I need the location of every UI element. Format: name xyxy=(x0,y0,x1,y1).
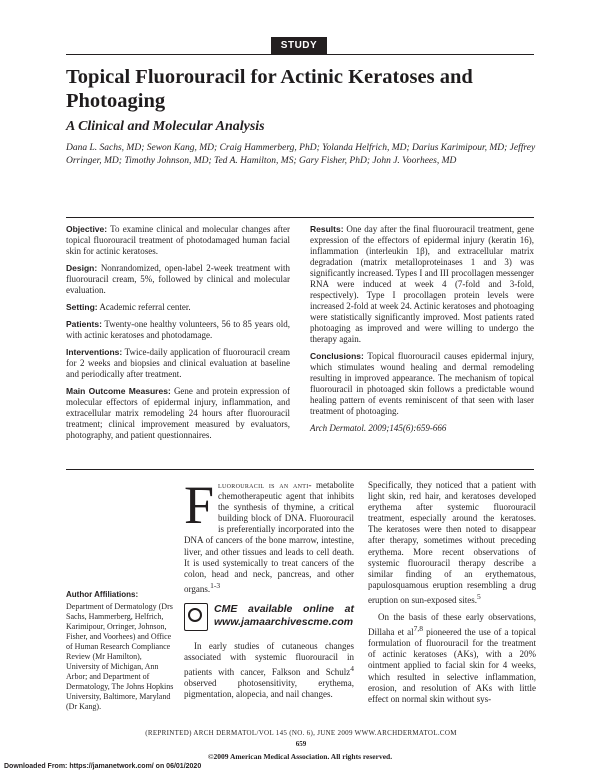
conclusions-label: Conclusions: xyxy=(310,351,364,361)
setting-label: Setting: xyxy=(66,302,98,312)
cme-logo-icon xyxy=(184,603,208,631)
body-rule xyxy=(66,469,534,470)
journal-footer: (REPRINTED) ARCH DERMATOL/VOL 145 (NO. 6), JUNE 2009 WWW.ARCHDERMATOL.COM xyxy=(145,729,457,737)
article-subtitle: A Clinical and Molecular Analysis xyxy=(66,119,265,134)
p3-text: Specifically, they noticed that a patient with light skin, red hair, and keratoses developed erythema after systemic fluorouracil treatment, especially around the keratoses. The keratoses were then noted to disappear after therapy, sometimes without preceding erythema. More recent observations of systemic fluorouracil therapy describe a similar finding of an erythematous, papulosquamous eruption resembling a drug eruption on sun-exposed sites. xyxy=(368,480,536,605)
results-text: One day after the final fluorouracil treatment, gene expression of the effectors of epidermal injury (keratin 16), inflammation (interleukin 1β), and extracellular matrix degradation (matrix metalloproteinases 1 and 3) was significantly increased. Types I and III procollagen messenger RNA were induced at week 4 (7-fold and 3-fold, respectively). Type I procollagen protein levels were increased 2-fold at week 24. Actinic keratoses and photoaging were statistically significantly improved. Most patients rated photoaging as improved and were willing to undergo the therapy again. xyxy=(310,224,535,344)
conclusions-text: Topical fluorouracil causes epidermal injury, which stimulates wound healing and dermal remodeling resulting in improved appearance. The mechanism of topical fluorouracil in photoaged skin follows a predictable wound healing pattern of events reminiscent of that seen with laser treatment of photoaging. xyxy=(310,351,534,416)
design-text: Nonrandomized, open-label 2-week treatment with fluorouracil cream, 5%, followed by clinical and molecular evaluation. xyxy=(66,263,291,295)
patients-label: Patients: xyxy=(66,319,102,329)
patients-text: Twenty-one healthy volunteers, 56 to 85 years old, with actinic keratoses and photodamage. xyxy=(66,319,290,340)
p2-rest: observed photosensitivity, erythema, pigmentation, alopecia, and nail changes. xyxy=(184,678,354,700)
section-tag: STUDY xyxy=(271,37,327,55)
abstract-conclusions xyxy=(310,351,534,417)
drop-cap: F xyxy=(184,475,215,535)
body-middle-column xyxy=(184,475,354,700)
affiliations-text: Department of Dermatology (Drs Sachs, Hammerberg, Helfrich, Karimipour, Orringer, Johnson, Fisher, and Voorhees) and Office of Human Research Compliance Review (Mr Hamilton), University of Michigan, Ann Arbor; and Department of Dermatology, The Johns Hopkins University, Baltimore, Maryland (Dr Kang). xyxy=(66,602,174,711)
body-paragraph-2 xyxy=(184,641,354,700)
abstract-rule xyxy=(66,217,534,218)
article-title: Topical Fluorouracil for Actinic Keratoses and Photoaging xyxy=(66,66,473,112)
affiliations-label: Author Affiliations: xyxy=(66,590,139,599)
abstract-setting xyxy=(66,302,290,313)
cme-callout[interactable] xyxy=(184,603,354,631)
setting-text: Academic referral center. xyxy=(99,302,191,312)
copyright-notice: ©2009 American Medical Association. All rights reserved. xyxy=(207,752,393,761)
interventions-label: Interventions: xyxy=(66,347,123,357)
body-paragraph-3 xyxy=(368,480,536,606)
abstract-interventions xyxy=(66,347,290,380)
download-stamp: Downloaded From: https://jamanetwork.com/ on 06/01/2020 xyxy=(4,763,202,770)
citation: Arch Dermatol. 2009;145(6):659-666 xyxy=(310,423,447,433)
ref-4: 4 xyxy=(350,664,354,674)
p4-rest: pioneered the use of a topical formulation of fluorouracil for the treatment of actinic keratoses (AKs), with a 20% ointment applied to facial skin for 4 weeks, which resulted in selective inflammation, erosion, and resolution of AKs with little effect on normal skin without sys- xyxy=(368,627,536,704)
objective-label: Objective: xyxy=(66,224,108,234)
results-label: Results: xyxy=(310,224,344,234)
outcome-text: Gene and protein expression of molecular effectors of epidermal injury, inflammation, and extracellular matrix remodeling 24 hours after fluorouracil treatment; clinical improvement measured by evaluators, photography, and patient questionnaires. xyxy=(66,386,291,440)
author-affiliations xyxy=(66,590,174,712)
abstract-results xyxy=(310,224,534,345)
abstract-left-column xyxy=(66,224,290,447)
body-right-column xyxy=(368,480,536,705)
abstract-patients xyxy=(66,319,290,341)
body-paragraph-4 xyxy=(368,612,536,705)
objective-text: To examine clinical and molecular changes after topical fluorouracil treatment of photodamaged human facial skin for actinic keratoses. xyxy=(66,224,290,256)
abstract-objective xyxy=(66,224,290,257)
header-rule xyxy=(66,54,534,55)
interventions-text: Twice-daily application of fluorouracil cream for 2 weeks and biopsies and clinical evaluation at baseline and periodically after treatment. xyxy=(66,347,290,379)
page-number: 659 xyxy=(295,740,307,748)
intro-paragraph xyxy=(184,475,354,595)
abstract-right-column xyxy=(310,224,534,440)
p2-text: In early studies of cutaneous changes associated with systemic fluorouracil in patients with cancer, Falkson and Schulz xyxy=(184,640,354,678)
author-list: Dana L. Sachs, MD; Sewon Kang, MD; Craig Hammerberg, PhD; Yolanda Helfrich, MD; Darius Karimipour, MD; Jeffrey Orringer, MD; Timothy Johnson, MD; Ted A. Hamilton, MS; Gary Fisher, PhD; John J. Voorhees, MD xyxy=(66,143,536,166)
outcome-label: Main Outcome Measures: xyxy=(66,386,171,396)
design-label: Design: xyxy=(66,263,98,273)
cme-link[interactable]: CME available online at www.jamaarchivescme.com xyxy=(214,602,354,628)
p4-text: On the basis of these early observations, Dillaha et al xyxy=(368,612,536,638)
ref-1-3: 1-3 xyxy=(210,580,221,590)
ref-5: 5 xyxy=(476,591,481,601)
intro-text: metabolite chemotherapeutic agent that inhibits the synthesis of thymine, a critical building block of DNA. Fluorouracil is preferentially incorporated into the DNA of cancers of the bone marrow, intestine, liver, and other tissues and leads to cell death. It is used systemically to treat cancers of the colon, head and neck, pancreas, and other organs. xyxy=(184,480,354,594)
abstract-outcome xyxy=(66,386,290,441)
lead-smallcaps: luorouracil is an anti- xyxy=(218,480,312,490)
ref-7-8: 7,8 xyxy=(413,624,424,634)
abstract-design xyxy=(66,263,290,296)
